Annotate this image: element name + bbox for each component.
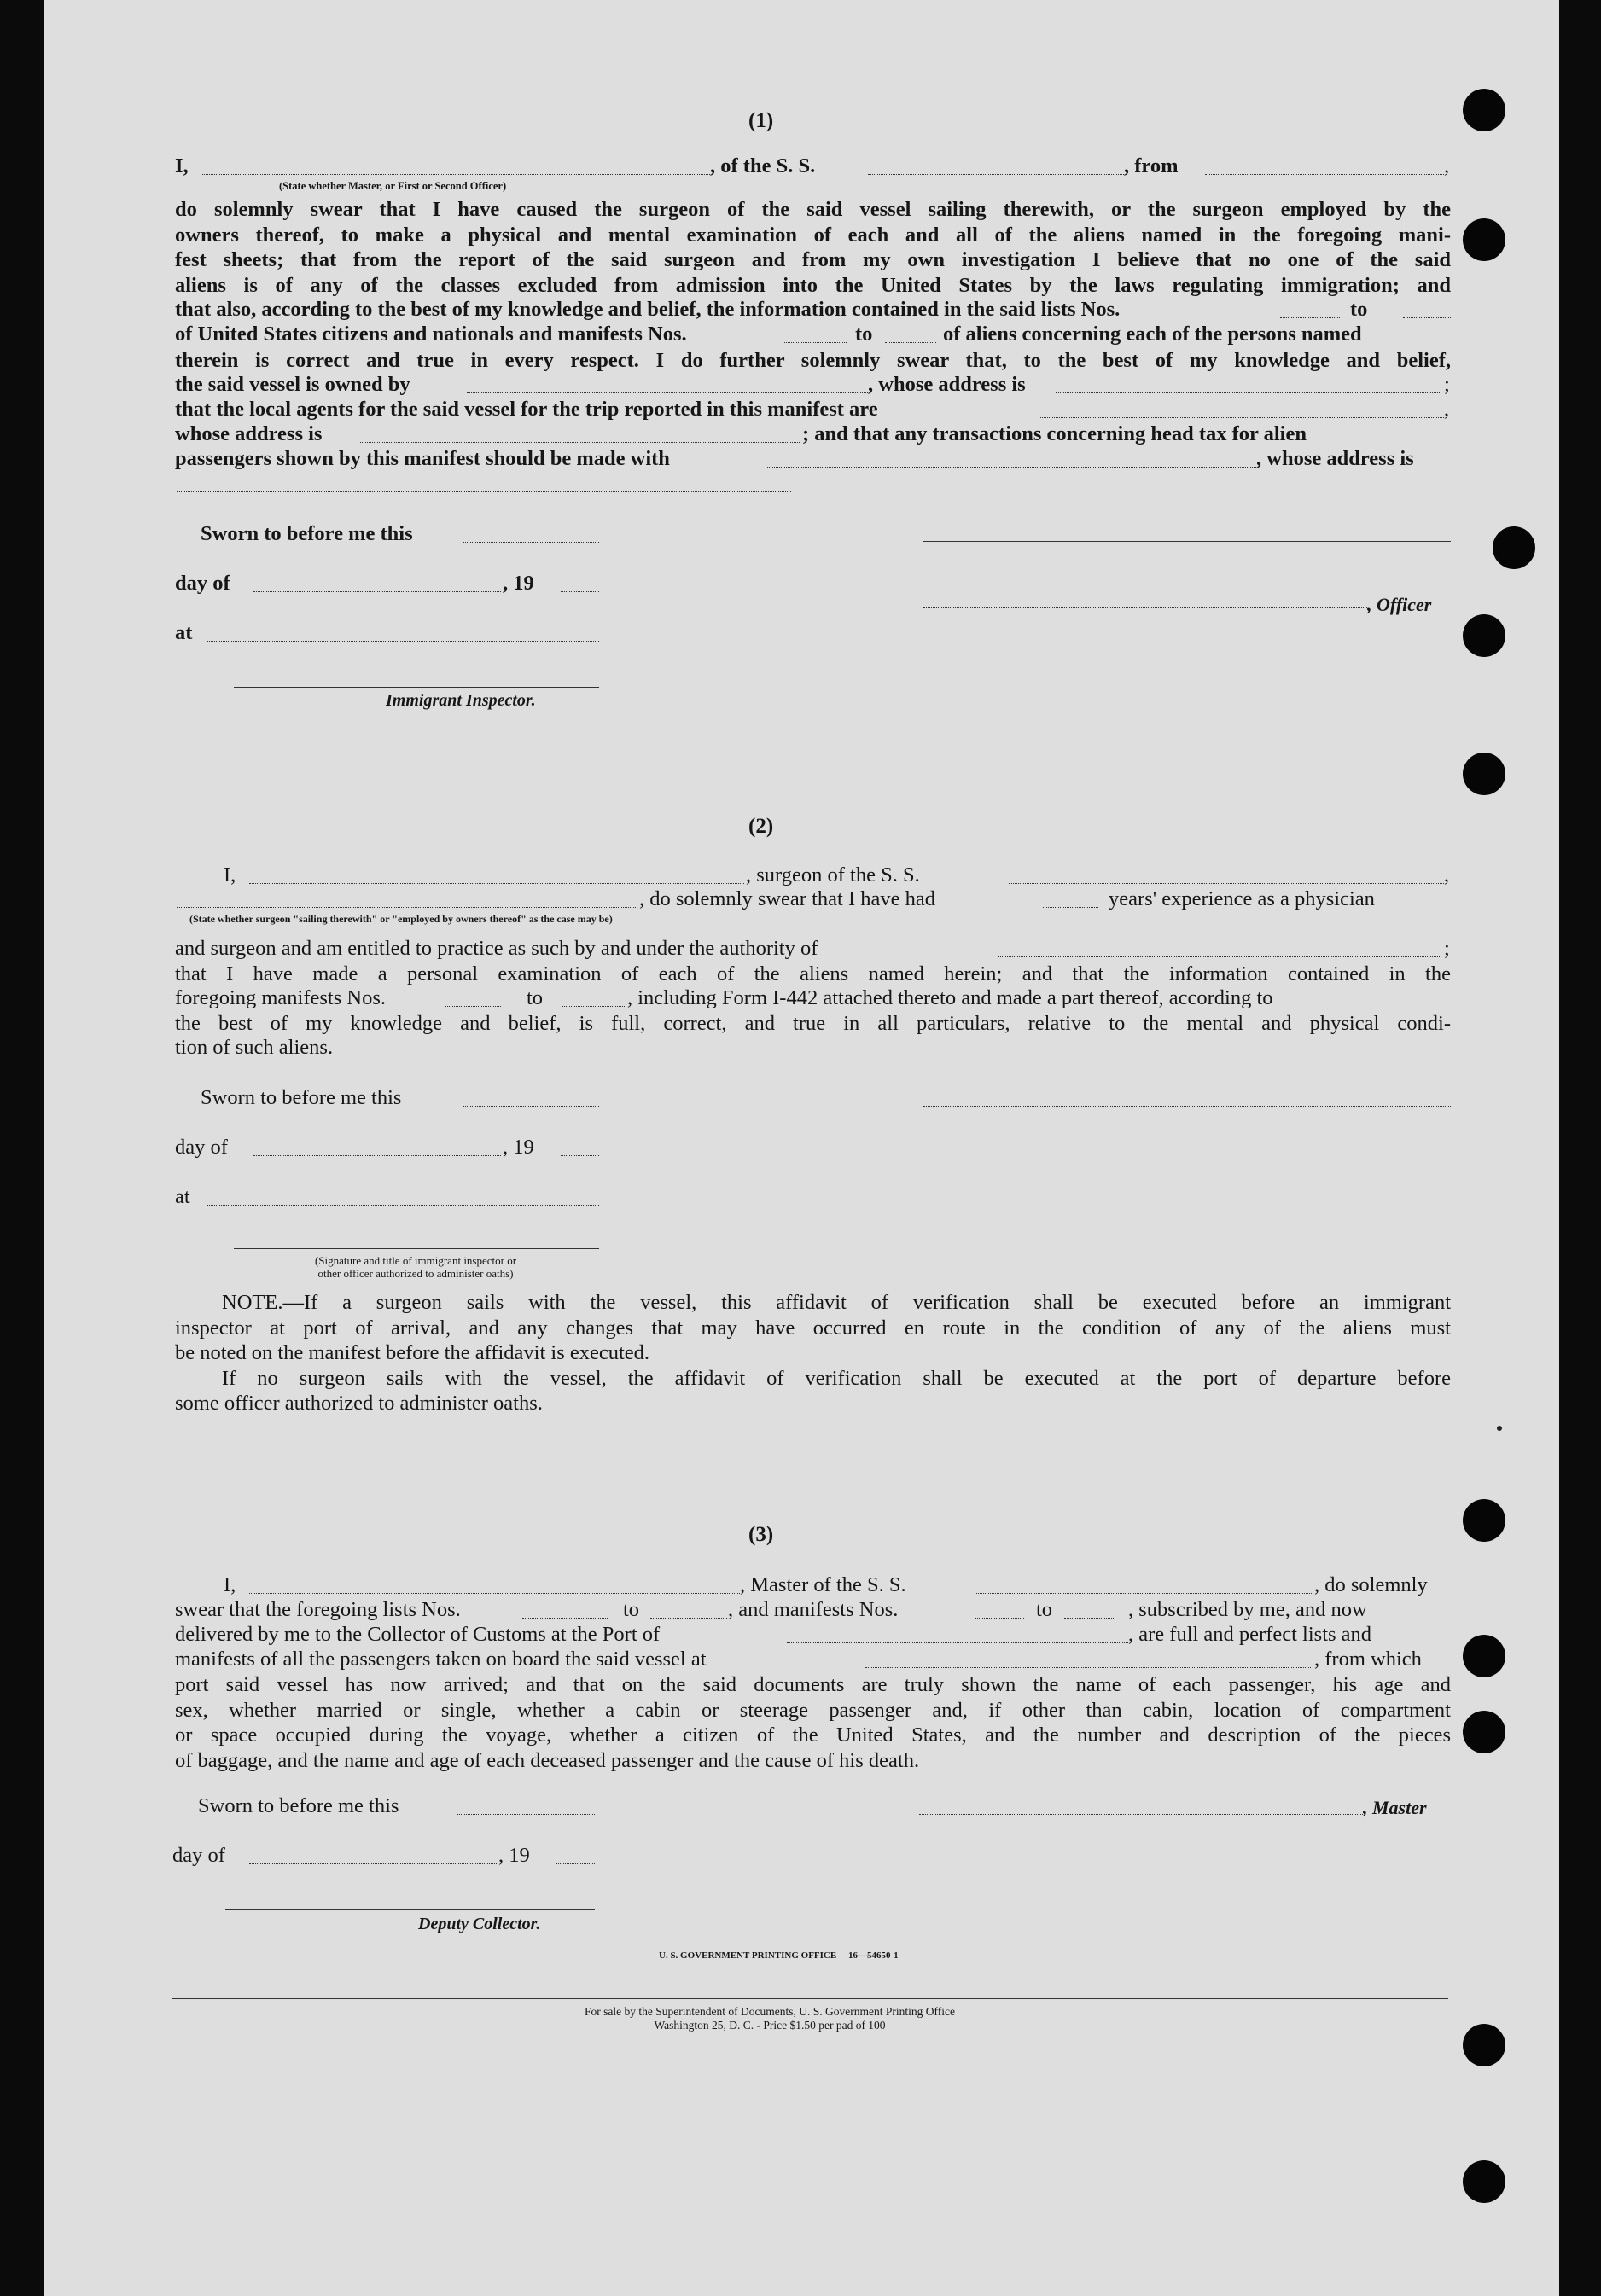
section-3-body	[175, 1672, 1451, 1773]
speck	[1497, 1426, 1502, 1431]
sworn-day-field[interactable]	[457, 1814, 595, 1815]
sworn-place-field[interactable]	[207, 1205, 599, 1206]
boarding-place-field[interactable]	[865, 1667, 1311, 1668]
text: , Master of the S. S.	[740, 1573, 906, 1596]
sworn-place-field[interactable]	[207, 641, 599, 642]
text: foregoing manifests Nos.	[175, 986, 386, 1009]
text: passengers shown by this manifest should be made with	[175, 447, 670, 470]
inspector-signature-line[interactable]	[234, 1248, 599, 1249]
text: and surgeon and am entitled to practice as such by and under the authority of	[175, 937, 818, 960]
text: inspector at port of arrival, and any changes that may have occurred en route in the condition of any of the aliens must	[175, 1316, 1451, 1340]
text: , from which	[1314, 1648, 1422, 1671]
text: , are full and perfect lists and	[1128, 1623, 1372, 1646]
text: , including Form I-442 attached thereto and made a part thereof, according to	[627, 986, 1273, 1009]
text: be noted on the manifest before the affidavit is executed.	[175, 1341, 650, 1364]
text: , whose address is	[1256, 447, 1414, 470]
manifests-to-field[interactable]	[885, 342, 936, 343]
surgeon-note: (State whether surgeon "sailing therewith" or "employed by owners thereof" as the case may be)	[189, 913, 613, 925]
officer-note: (State whether Master, or First or Second Officer)	[279, 180, 507, 192]
text: If no surgeon sails with the vessel, the affidavit of verification shall be executed at the port of departure before	[222, 1366, 1451, 1390]
deputy-signature-line[interactable]	[225, 1909, 595, 1910]
text: some officer authorized to administer oaths.	[175, 1392, 543, 1415]
text: owners thereof, to make a physical and mental examination of each and all of the aliens named in the foregoing mani-	[175, 223, 1451, 247]
text: the best of my knowledge and belief, is full, correct, and true in all particulars, relative to the mental and physical condi-	[175, 1012, 1451, 1035]
text: at	[175, 621, 193, 644]
officer-signature-line[interactable]	[923, 541, 1451, 542]
binder-hole	[1493, 526, 1535, 569]
text: swear that the foregoing lists Nos.	[175, 1598, 461, 1621]
text: day of	[175, 1136, 228, 1159]
signature-note: other officer authorized to administer oaths)	[317, 1267, 514, 1280]
binder-hole	[1463, 614, 1505, 657]
text: do solemnly swear that I have caused the surgeon of the said vessel sailing therewith, or the surgeon employed by the	[175, 198, 1451, 221]
text: , subscribed by me, and now	[1128, 1598, 1367, 1621]
text: that I have made a personal examination of each of the aliens named herein; and that the information contained in the	[175, 962, 1451, 985]
text: or space occupied during the voyage, whether a citizen of the United States, and the number and description of the pieces	[175, 1723, 1451, 1747]
from-port-field[interactable]	[1205, 174, 1444, 175]
text: fest sheets; that from the report of the said surgeon and from my own investigation I believe that no one of the said	[175, 248, 1451, 271]
sworn-year-field[interactable]	[556, 1863, 595, 1864]
owner-field[interactable]	[467, 392, 868, 393]
text: day of	[175, 572, 230, 595]
text: aliens is of any of the classes excluded from admission into the United States by the laws regulating immigration; and	[175, 273, 1451, 297]
section-1-body	[175, 197, 1451, 298]
text: ,	[1444, 863, 1450, 886]
years-experience-field[interactable]	[1043, 907, 1098, 908]
text: , from	[1124, 154, 1179, 177]
master-signature-field[interactable]	[919, 1814, 1363, 1815]
sworn-month-field[interactable]	[249, 1863, 497, 1864]
inspector-label: Immigrant Inspector.	[386, 691, 536, 710]
text: of baggage, and the name and age of each deceased passenger and the cause of his death.	[175, 1748, 920, 1772]
deputy-collector-label: Deputy Collector.	[418, 1915, 541, 1933]
text: Sworn to before me this	[201, 522, 413, 545]
text: port said vessel has now arrived; and that on the said documents are truly shown the name of each passenger, his age and	[175, 1673, 1451, 1696]
text: at	[175, 1185, 190, 1208]
text: NOTE.—If a surgeon sails with the vessel, this affidavit of verification shall be executed before an immigrant	[222, 1291, 1451, 1314]
sworn-month-field[interactable]	[253, 591, 501, 592]
text: to	[1350, 298, 1368, 321]
section-3-number: (3)	[748, 1523, 774, 1546]
section-2-number: (2)	[748, 815, 774, 838]
port-field[interactable]	[787, 1642, 1128, 1643]
text: Sworn to before me this	[198, 1794, 399, 1817]
sworn-month-field[interactable]	[253, 1155, 501, 1156]
text: years' experience as a physician	[1109, 887, 1375, 910]
text: ,	[1444, 398, 1450, 421]
head-tax-address-field[interactable]	[177, 491, 791, 492]
inspector-signature-line[interactable]	[234, 687, 599, 688]
text: whose address is	[175, 422, 323, 445]
binder-hole	[1463, 1711, 1505, 1753]
text: , and manifests Nos.	[728, 1598, 899, 1621]
surgeon-status-field[interactable]	[177, 907, 637, 908]
officer-label: , Officer	[1367, 594, 1432, 615]
text: delivered by me to the Collector of Customs at the Port of	[175, 1623, 661, 1646]
text: to	[855, 323, 873, 346]
vessel-name-field[interactable]	[868, 174, 1124, 175]
binder-hole	[1463, 753, 1505, 795]
master-vessel-field[interactable]	[975, 1593, 1312, 1594]
agents-field[interactable]	[1039, 417, 1444, 418]
master-name-field[interactable]	[249, 1593, 740, 1594]
binder-hole	[1463, 1635, 1505, 1677]
sworn-day-field[interactable]	[463, 542, 599, 543]
binder-hole	[1463, 2160, 1505, 2203]
surgeon-name-field[interactable]	[249, 883, 744, 884]
text: tion of such aliens.	[175, 1036, 334, 1059]
footer-text: Washington 25, D. C. - Price $1.50 per pad of 100	[654, 2019, 886, 2032]
lists-to-field[interactable]	[650, 1618, 727, 1619]
text: that the local agents for the said vessel for the trip reported in this manifest are	[175, 398, 878, 421]
text: that also, according to the best of my knowledge and belief, the information contained in the said lists Nos.	[175, 298, 1121, 321]
text: , surgeon of the S. S.	[746, 863, 920, 886]
text: ;	[1444, 937, 1450, 960]
surgeon-vessel-field[interactable]	[1009, 883, 1444, 884]
gpo-mark: U. S. GOVERNMENT PRINTING OFFICE 16—54650-1	[659, 1950, 899, 1961]
head-tax-contact-field[interactable]	[766, 467, 1256, 468]
owner-address-field[interactable]	[1056, 392, 1440, 393]
text: therein is correct and true in every respect. I do further solemnly swear that, to the best of my knowledge and belief,	[175, 349, 1451, 372]
text: to	[527, 986, 544, 1009]
text: , of the S. S.	[710, 154, 816, 177]
text: Sworn to before me this	[201, 1086, 402, 1109]
manifests-from-field[interactable]	[783, 342, 847, 343]
lists-from-field[interactable]	[1280, 317, 1340, 318]
text: of aliens concerning each of the persons named	[943, 323, 1362, 346]
manifests-from-field[interactable]	[975, 1618, 1024, 1619]
surgeon-signature-field[interactable]	[923, 1106, 1451, 1107]
text: the said vessel is owned by	[175, 373, 410, 396]
text: , do solemnly	[1314, 1573, 1428, 1596]
text: to	[623, 1598, 640, 1621]
text: day of	[172, 1844, 225, 1867]
lists-from-field[interactable]	[522, 1618, 608, 1619]
text: ; and that any transactions concerning head tax for alien	[802, 422, 1307, 445]
note-block	[175, 1290, 1451, 1416]
text: , do solemnly swear that I have had	[639, 887, 935, 910]
text: I,	[175, 154, 189, 177]
footer-rule	[172, 1998, 1448, 1999]
binder-hole	[1463, 89, 1505, 131]
text: sex, whether married or single, whether a cabin or steerage passenger and, if other than cabin, location of compartment	[175, 1698, 1451, 1722]
text: ;	[1444, 373, 1450, 396]
authority-field[interactable]	[998, 956, 1440, 957]
form-sheet	[44, 0, 1559, 2296]
manifests-to-field[interactable]	[1064, 1618, 1115, 1619]
signature-note: (Signature and title of immigrant inspector or	[314, 1254, 517, 1267]
sworn-year-field[interactable]	[561, 1155, 599, 1156]
sworn-day-field[interactable]	[463, 1106, 599, 1107]
text: I,	[224, 863, 236, 886]
officer-title-field[interactable]	[923, 607, 1367, 608]
text: I,	[224, 1573, 236, 1596]
text: manifests of all the passengers taken on board the said vessel at	[175, 1648, 707, 1671]
text: of United States citizens and nationals and manifests Nos.	[175, 323, 687, 346]
text: , 19	[503, 572, 534, 595]
text: ,	[1444, 154, 1450, 177]
section-1-number: (1)	[748, 109, 774, 132]
officer-name-field[interactable]	[202, 174, 710, 175]
agents-address-field[interactable]	[360, 442, 800, 443]
footer-text: For sale by the Superintendent of Documents, U. S. Government Printing Office	[585, 2005, 955, 2018]
lists-to-field[interactable]	[1403, 317, 1451, 318]
text: , 19	[503, 1136, 534, 1159]
text: to	[1036, 1598, 1053, 1621]
text: , whose address is	[868, 373, 1026, 396]
sworn-year-field[interactable]	[561, 591, 599, 592]
master-label: , Master	[1363, 1797, 1427, 1818]
binder-hole	[1463, 1499, 1505, 1542]
foregoing-to-field[interactable]	[562, 1006, 626, 1007]
binder-hole	[1463, 2024, 1505, 2066]
binder-hole	[1463, 218, 1505, 261]
text: , 19	[498, 1844, 530, 1867]
foregoing-from-field[interactable]	[445, 1006, 501, 1007]
